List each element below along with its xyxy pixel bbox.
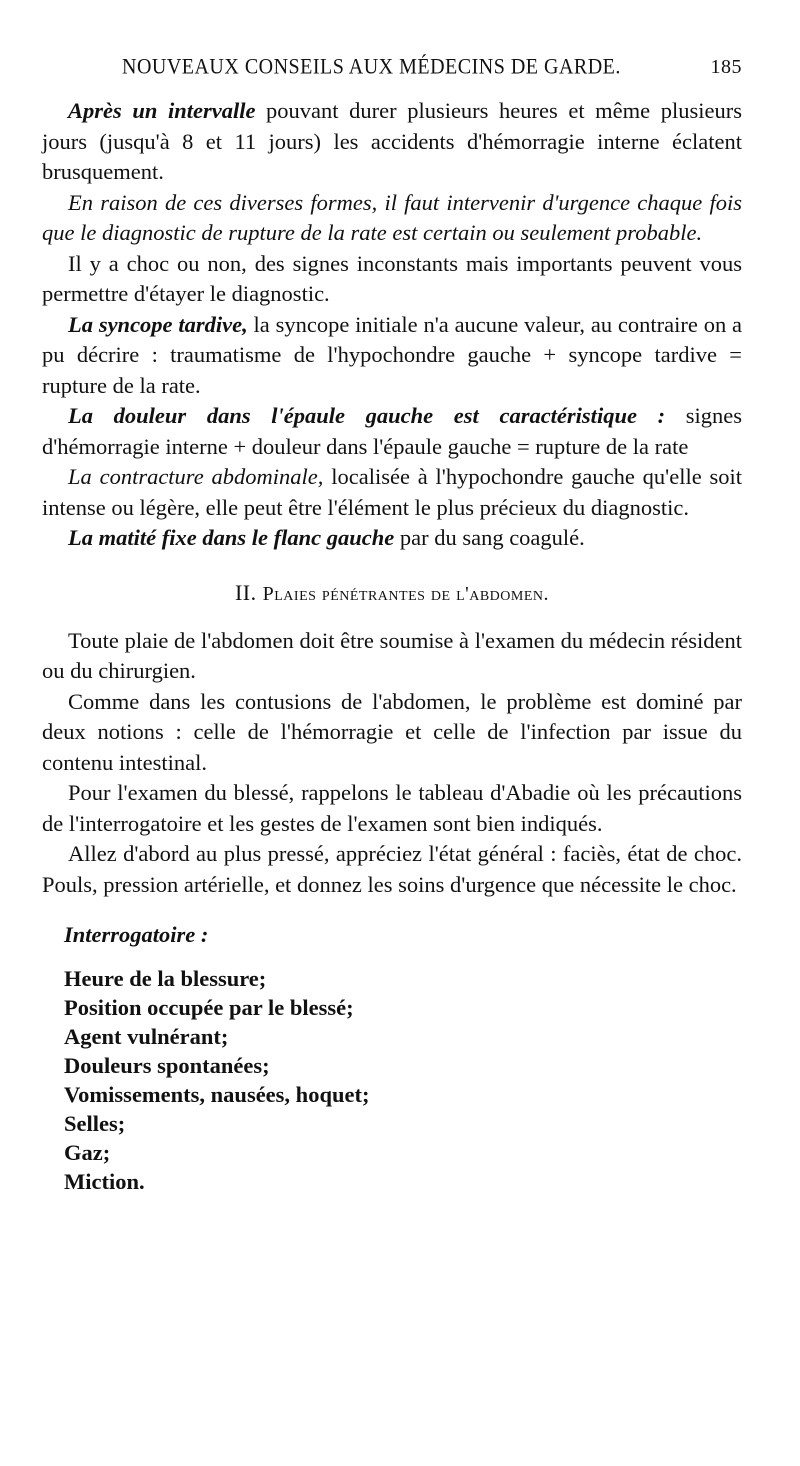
emphasis: La contracture abdominale, bbox=[68, 464, 324, 489]
paragraph: Comme dans les contusions de l'abdomen, le problème est dominé par deux notions : celle de l'hémorragie et celle de l'infection par issue du contenu intestinal. bbox=[42, 688, 742, 775]
emphasis: La matité fixe dans le flanc gauche bbox=[68, 525, 395, 550]
section-number: II. bbox=[234, 579, 257, 605]
list-item: Selles; bbox=[64, 1111, 126, 1136]
paragraph bbox=[42, 310, 742, 402]
list-item: Gaz; bbox=[64, 1140, 111, 1165]
list-item: Douleurs spontanées; bbox=[64, 1053, 270, 1078]
paragraph bbox=[42, 401, 742, 462]
list-item: Vomissements, nausées, hoquet; bbox=[64, 1082, 370, 1107]
emphasis: En raison de ces diverses formes, il faut intervenir d'urgence chaque fois que le diagnostic de rupture de la rate est certain ou seulement probable. bbox=[42, 189, 742, 245]
paragraph-text: signes d'hémorragie interne + douleur dans l'épaule gauche = rupture de la rate bbox=[42, 403, 742, 459]
paragraph: Toute plaie de l'abdomen doit être soumise à l'examen du médecin résident ou du chirurgien. bbox=[42, 627, 742, 683]
paragraph-text: la syncope initiale n'a aucune valeur, au contraire on a pu décrire : traumatisme de l'hypochondre gauche + syncope tardive = rupture de la rate. bbox=[42, 311, 742, 398]
paragraph bbox=[42, 188, 742, 249]
interrogatoire-list bbox=[42, 964, 742, 1196]
paragraph: Pour l'examen du blessé, rappelons le tableau d'Abadie où les précautions de l'interrogatoire et les gestes de l'examen sont bien indiqués. bbox=[42, 780, 742, 836]
list-item: Agent vulnérant; bbox=[64, 1024, 229, 1049]
paragraph bbox=[42, 462, 742, 523]
section-heading bbox=[42, 580, 742, 606]
running-head-title: NOUVEAUX CONSEILS AUX MÉDECINS DE GARDE. bbox=[122, 54, 621, 80]
paragraph-text: pouvant durer plusieurs heures et même plusieurs jours (jusqu'à 8 et 11 jours) les accidents d'hémorragie interne éclatent brusquement. bbox=[42, 98, 742, 184]
paragraph-text: Il y a choc ou non, des signes inconstants mais importants peuvent vous permettre d'étayer le diagnostic. bbox=[42, 250, 742, 306]
interrogatoire-title: Interrogatoire : bbox=[64, 922, 209, 947]
emphasis: La syncope tardive, bbox=[68, 311, 248, 337]
paragraph bbox=[42, 96, 742, 188]
emphasis: La douleur dans l'épaule gauche est caractéristique : bbox=[68, 403, 666, 428]
running-head bbox=[42, 56, 742, 96]
page-number: 185 bbox=[710, 56, 742, 78]
list-item: Heure de la blessure; bbox=[64, 966, 267, 991]
section-title: Plaies pénétrantes de l'abdomen. bbox=[262, 582, 550, 605]
paragraph-text: localisée à l'hypochondre gauche qu'elle soit intense ou légère, elle peut être l'élément le plus précieux du diagnostic. bbox=[42, 464, 743, 520]
paragraph bbox=[42, 523, 742, 554]
list-item: Miction. bbox=[64, 1169, 145, 1194]
emphasis: Après un intervalle bbox=[68, 98, 256, 123]
paragraph bbox=[42, 249, 742, 310]
list-item: Position occupée par le blessé; bbox=[64, 995, 354, 1020]
paragraph: Allez d'abord au plus pressé, appréciez l'état général : faciès, état de choc. Pouls, pression artérielle, et donnez les soins d'urgence que nécessite le choc. bbox=[42, 841, 742, 897]
paragraph-text: par du sang coagulé. bbox=[394, 525, 585, 550]
book-page bbox=[42, 56, 742, 1196]
